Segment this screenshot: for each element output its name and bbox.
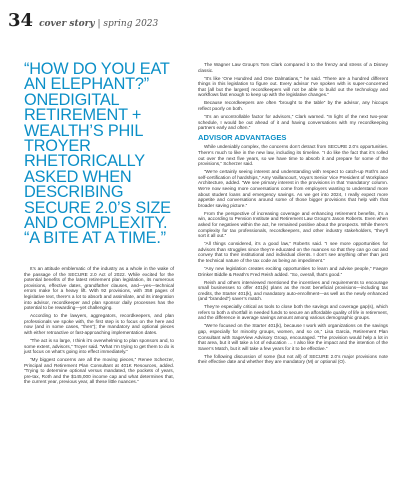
body-paragraph: “It’s an uncontrollable factor for advisors,” Clark warned. “In light of the next two-year schedule, I would be out ahead of it and having conversations with my recordkeeping partners early and often.”	[198, 113, 388, 131]
right-column	[198, 62, 388, 367]
body-paragraph: According to the lawyers, aggregators, recordkeepers, and plan professionals we spoke with, the first step is to focus on the here and now (and in some cases, “then”); the mandatory and optional pieces with either retroactive or fast-approaching implementation dates.	[24, 313, 174, 335]
body-paragraph: “We’re focused on the Starter 401(k), because I work with organizations on the savings gap, especially for minority groups, women, and so on,” Lisa Garcia, Retirement Plan Consultant with SageView Advisory Group, encouraged. “The provision would help a lot in that area, but it will take a lot of education … I also like the impact and the intention of the Saver’s Match, but it will take a few years for it to be effective.”	[198, 323, 388, 351]
body-paragraph: “It’s like ‘One Hundred and One Dalmatians,’” he said. “There are a hundred different things in this legislation to figure out. Every advisor I’ve spoken with is super-concerned that [all but the largest] recordkeepers will not be able to build out the technology and workflows fast enough to keep up with the legislative changes.”	[198, 75, 388, 98]
body-paragraph: The following discussion of some (but not all) of SECURE 2.0’s major provisions note their effective date and whether they are mandatory (M) or optional (O).	[198, 353, 388, 365]
section-name: cover story	[39, 19, 95, 29]
body-paragraph: It’s an attitude emblematic of the industry as a whole in the wake of the passage of the SECURE 2.0 Act of 2022. While excited for the potential benefits of the latest retirement plan legislation, its numerous provisions, effective dates, grandfather clauses, and—yes—technical errors make for a heavy lift. With 92 provisions, with 358 pages of legislative text, there’s a lot to absorb and assimilate, and its integration into advisor, recordkeeper and plan sponsor daily processes has the potential to be rewarding—yet challenging.	[24, 266, 174, 311]
body-paragraph: “The act is so large, I think it’s overwhelming to plan sponsors and, to some extent, advisors,” Troyer said. “What I’m trying to get them to do is just focus on what’s going into effect immediately.”	[24, 337, 174, 355]
body-paragraph: “My biggest concerns are all the moving pieces,” Renee Scherzer, Principal and Retirement Plan Consultant at 401K Resources, added. “Trying to determine optional versus mandated, the pockets of years, pre-tax, Roth and the $145,000 income cap and what determines that, the current year, previous year, all these little nuances.”	[24, 357, 174, 385]
page-number: 34	[8, 10, 34, 31]
pull-quote: “HOW DO YOU EAT AN ELEPHANT?” ONEDIGITAL RETIREMENT + WEALTH’S PHIL TROYER RHETORICALLY ASKED WHEN DESCRIBING SECURE 2.0’S SIZE AND COMPLEXITY. “A BITE AT A TIME.”	[24, 60, 171, 248]
body-paragraph: “All things considered, it’s a good law,” Roberts said. “I see more opportunities for advisors than struggles since they’re educated on the nuances so that they can go out and convey that to their institutional and individual clients. I don’t see anything other than just the technical nature of the tax code as being an impediment.”	[198, 241, 388, 263]
section-label	[39, 19, 158, 29]
body-paragraph: From the perspective of increasing coverage and enhancing retirement benefits, it’s a win, according to Pension Institute and Retirement Law Group’s Jason Roberts. Even when asked for negatives within the act, he remained positive about the prospects. While there’s complexity for tax professionals, recordkeepers, and other industry stakeholders, “they’ll sort it all out.”	[198, 210, 388, 239]
page-header	[8, 10, 158, 30]
left-column	[24, 266, 174, 387]
body-paragraph: They’re especially critical as tools to close both the savings and coverage gap(s), which refers to both a shortfall in needed funds to secure an affordable quality of life in retirement, and the difference in average savings amount among various demographic groups.	[198, 304, 388, 321]
body-paragraph: The Wagner Law Group’s Tom Clark compared it to the frenzy and stress of a Disney classic.	[198, 62, 388, 73]
body-paragraph: While undeniably complex, the concerns don’t detract from SECURE 2.0’s opportunities. There’s much to like in the new law, including its timeline. “I do like the fact that it’s rolled out over the next five years, so we have time to absorb it and prepare for some of the provisions,” Scherzer said.	[198, 144, 388, 167]
issue-date: spring 2023	[103, 19, 159, 29]
body-paragraph: “Any new legislation creates exciting opportunities to learn and advise people,” Faegre Drinker Biddle & Reath’s Fred Reish added. “So, overall, that’s good.”	[198, 265, 388, 277]
body-paragraph: Because recordkeepers are often “brought to the table” by the advisor, any hiccups reflect poorly on both.	[198, 100, 388, 111]
section-separator: |	[97, 19, 101, 29]
body-paragraph: “We’re certainly seeing interest and understanding with respect to catch-up Roth’s and self-certification of hardships,” Amy Vaillancourt, Voya’s Senior Vice President of Workplace Architecture, added. “We see primary interest in the provisions in that ‘mandatory’ column. We’re now seeing more conversations come from employers wanting to understand more about student loans and emergency savings. As we get into 2024, I really expect more appetite and conversations around some of those bigger provisions that help with that broader saving picture.”	[198, 169, 388, 208]
body-paragraph: Reish and others interviewed mentioned the incentives and requirements to encourage small businesses to offer 401(k) plans as the most beneficial provisions—including tax credits, the Starter 401(k), and mandatory auto-enrollment—as well as the newly enhanced (and “branded”) saver’s match.	[198, 279, 388, 302]
section-subhead: ADVISOR ADVANTAGES	[198, 133, 287, 143]
